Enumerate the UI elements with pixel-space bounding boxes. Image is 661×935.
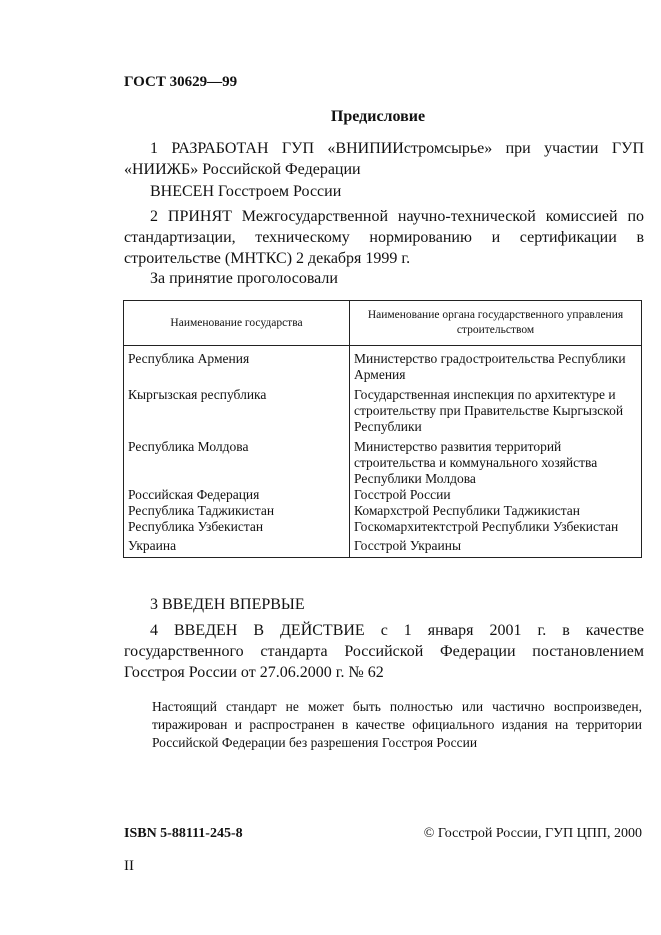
table-row — [124, 487, 642, 503]
copyright: © Госстрой России, ГУП ЦПП, 2000 — [423, 826, 642, 841]
table-row — [124, 383, 642, 435]
authority-cell: Госстрой России — [350, 487, 642, 503]
table-row — [124, 346, 642, 384]
table-row — [124, 535, 642, 558]
copyright-notice: Настоящий стандарт не может быть полностью или частично воспроизведен, тиражирован и распространен в качестве официального издания на территории Российской Федерации без разрешения Госстроя России — [152, 699, 642, 750]
authority-cell: Министерство градостроительства Республики Армения — [350, 346, 642, 384]
authority-cell: Госкомархитектстрой Республики Узбекистан — [350, 519, 642, 535]
state-cell: Республика Таджикистан — [124, 503, 350, 519]
state-cell: Кыргызская республика — [124, 383, 350, 435]
table-row — [124, 519, 642, 535]
isbn: ISBN 5-88111-245-8 — [124, 826, 243, 841]
state-cell: Украина — [124, 535, 350, 558]
authority-cell: Комархстрой Республики Таджикистан — [350, 503, 642, 519]
state-cell: Республика Армения — [124, 346, 350, 384]
voted-label: За принятие проголосовали — [150, 270, 338, 287]
authority-cell: Госстрой Украины — [350, 535, 642, 558]
column-header-authority: Наименование органа государственного управления строительством — [350, 301, 642, 346]
foreword-item-3: 3 ВВЕДЕН ВПЕРВЫЕ — [150, 596, 305, 613]
foreword-item-4: 4 ВВЕДЕН В ДЕЙСТВИЕ с 1 января 2001 г. в качестве государственного стандарта Российской Федерации постановлением Госстроя России от 27.06.2000 г. № 62 — [124, 622, 644, 681]
state-cell: Республика Молдова — [124, 435, 350, 487]
foreword-item-2: 2 ПРИНЯТ Межгосударственной научно-технической комиссией по стандартизации, техническому нормированию и сертификации в строительстве (МНТКС) 2 декабря 1999 г. — [124, 208, 644, 267]
state-cell: Республика Узбекистан — [124, 519, 350, 535]
foreword-item-1: 1 РАЗРАБОТАН ГУП «ВНИПИИстромсырье» при участии ГУП «НИИЖБ» Российской Федерации — [124, 140, 644, 178]
document-code: ГОСТ 30629—99 — [124, 74, 238, 90]
table-header-row — [124, 301, 642, 346]
authority-cell: Государственная инспекция по архитектуре и строительству при Правительстве Кыргызской Республики — [350, 383, 642, 435]
authority-cell: Министерство развития территорий строительства и коммунального хозяйства Республики Молдова — [350, 435, 642, 487]
voting-table — [123, 300, 642, 558]
foreword-title: Предисловие — [330, 108, 426, 125]
state-cell: Российская Федерация — [124, 487, 350, 503]
table-row — [124, 503, 642, 519]
column-header-state: Наименование государства — [124, 301, 350, 346]
table-row — [124, 435, 642, 487]
introduced-by: ВНЕСЕН Госстроем России — [150, 183, 342, 200]
page-number: II — [124, 858, 134, 874]
